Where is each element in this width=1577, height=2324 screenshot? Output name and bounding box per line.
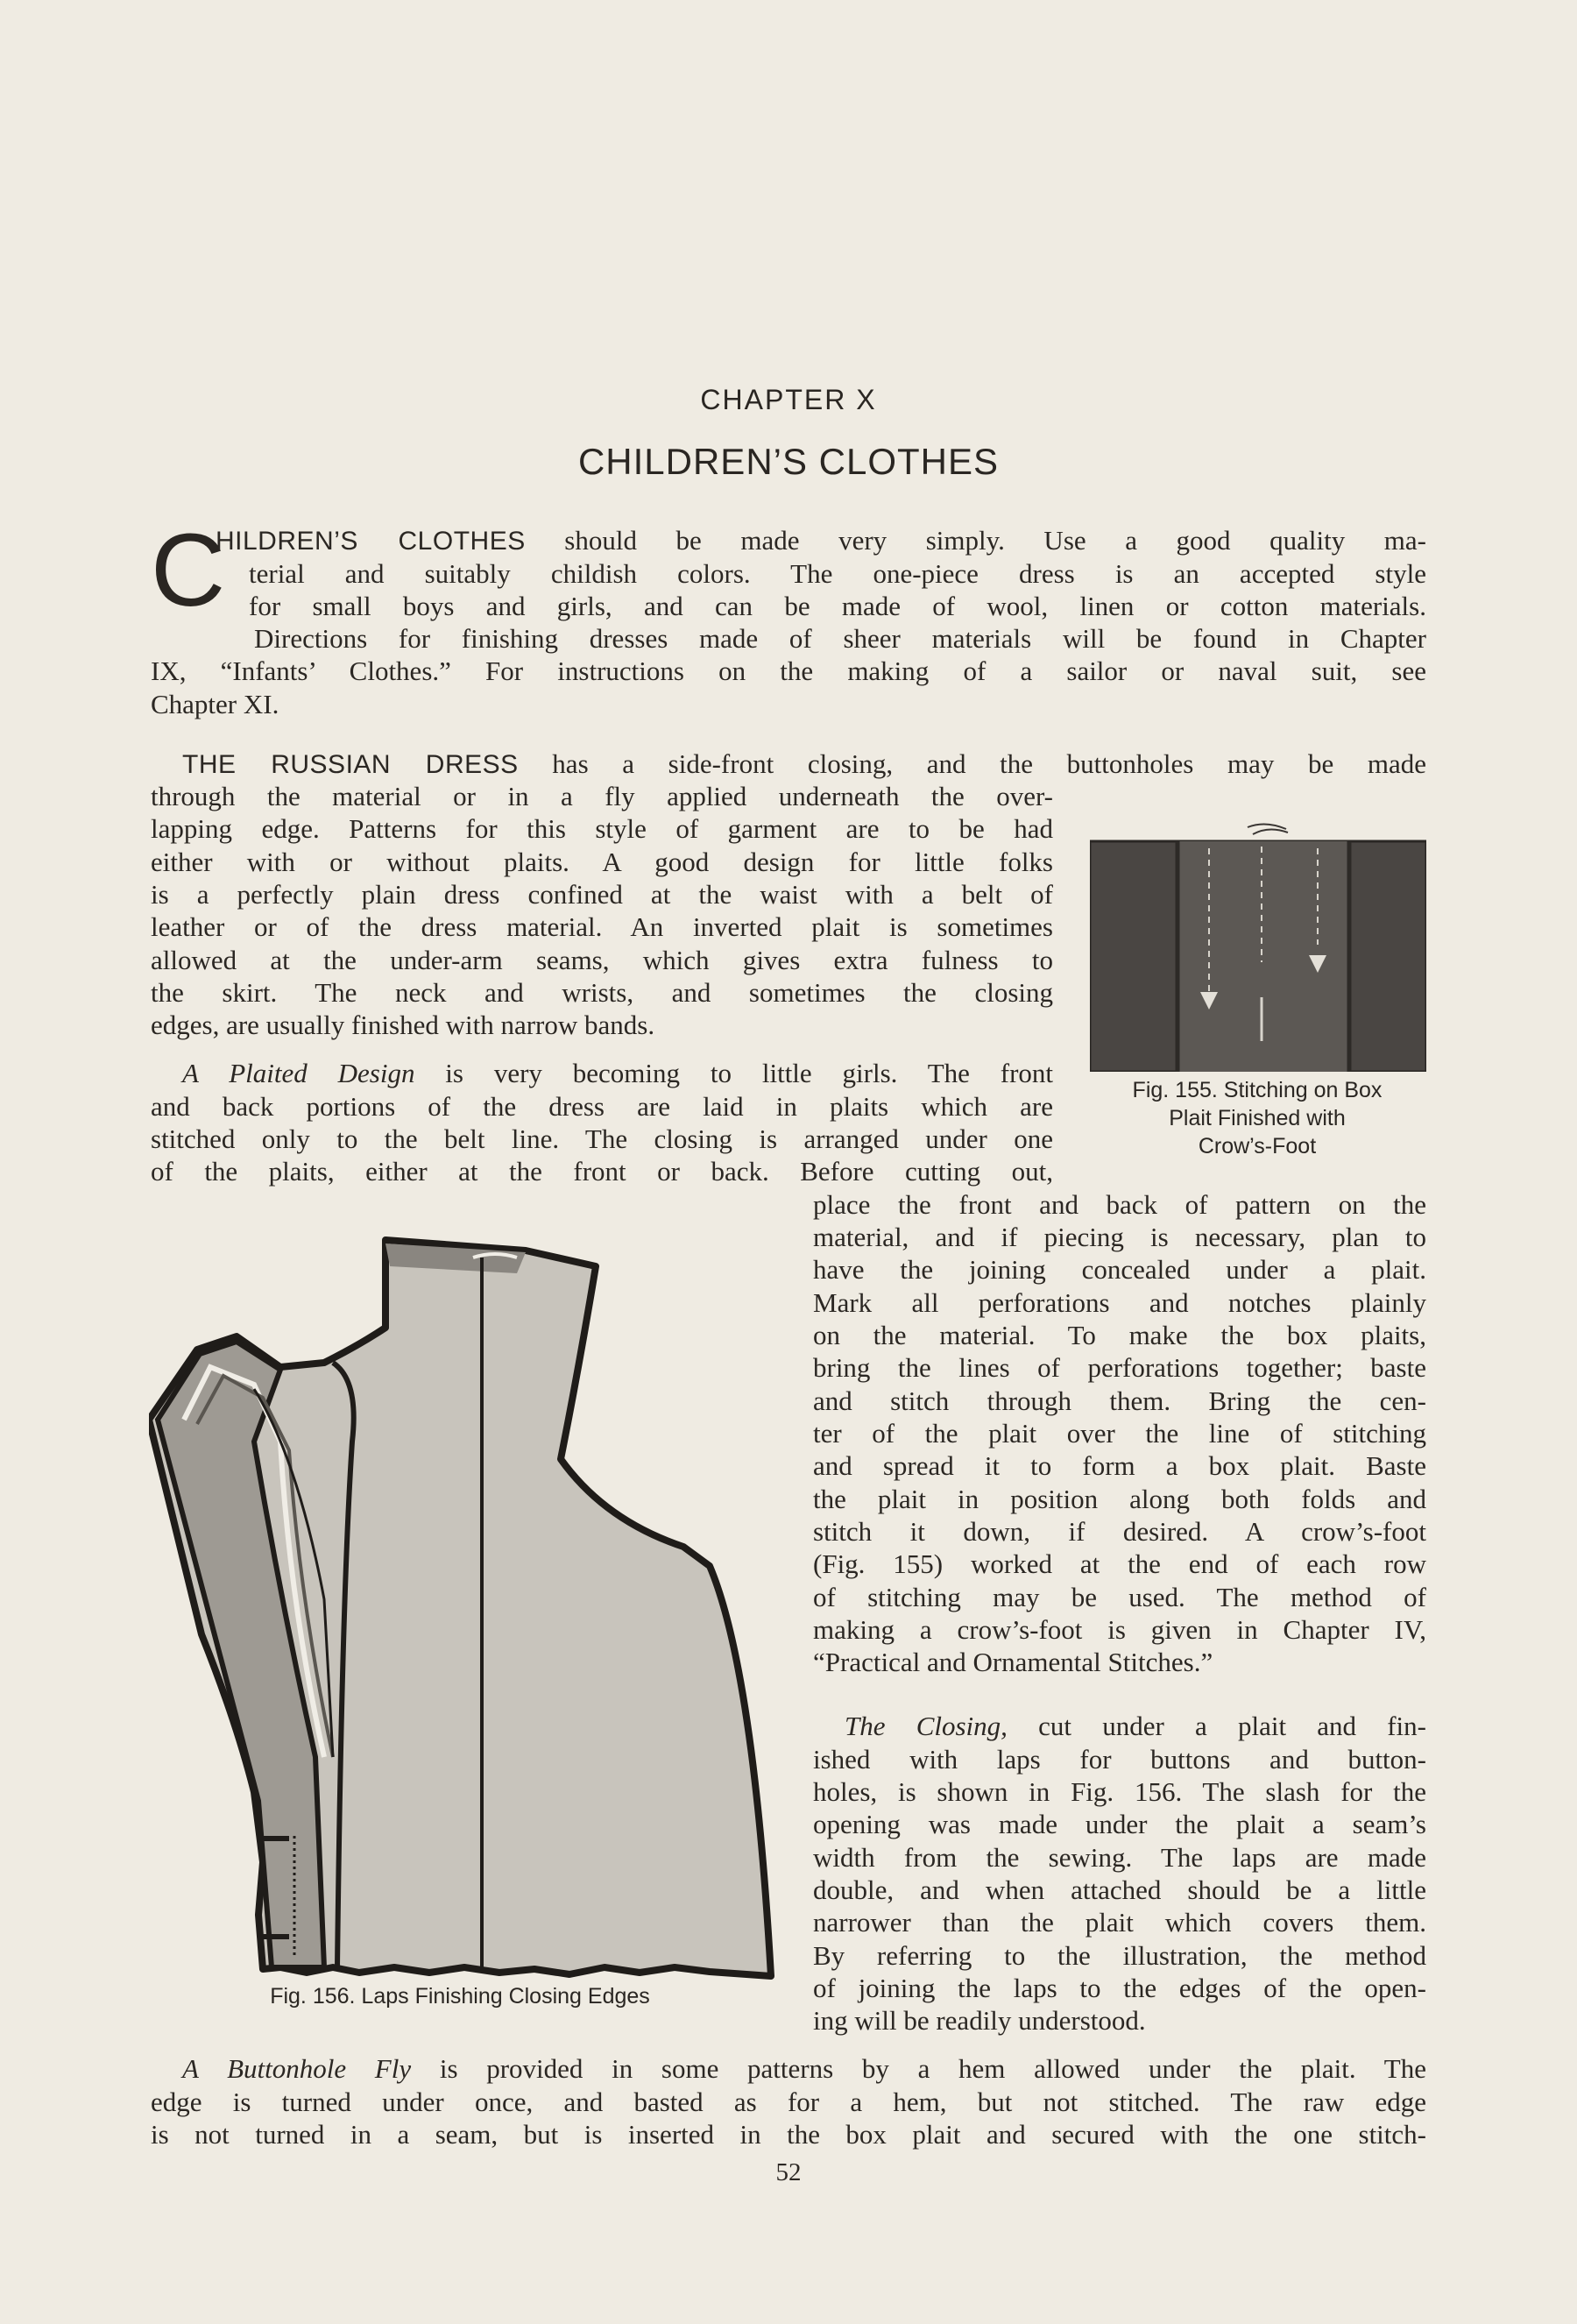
para1-line-5: IX, “Infants’ Clothes.” For instructions on the making of a sailor or naval suit, see [151,655,1426,686]
para2-line-4: either with or without plaits. A good design for little folks [151,847,1053,877]
para3-line-12: ter of the plait over the line of stitching [813,1418,1426,1449]
para3-line-5: place the front and back of pattern on the [813,1189,1426,1220]
para3-line-2: and back portions of the dress are laid in plaits which are [151,1091,1053,1122]
para3-line-3: stitched only to the belt line. The closing is arranged under one [151,1123,1053,1154]
para2-line-8: the skirt. The neck and wrists, and sometimes the closing [151,977,1053,1008]
para3-line-16: (Fig. 155) worked at the end of each row [813,1548,1426,1579]
fig155-caption-line-1: Fig. 155. Stitching on Box [1132,1078,1383,1102]
para3-line-8: Mark all perforations and notches plainly [813,1287,1426,1318]
para4-line-5: width from the sewing. The laps are made [813,1842,1426,1873]
para1-line-6: Chapter XI. [151,689,279,719]
chapter-title: CHILDREN’S CLOTHES [577,441,1000,482]
para2-line-6: leather or of the dress material. An inverted plait is sometimes [151,911,1053,942]
para3-line-19: “Practical and Ornamental Stitches.” [813,1647,1213,1677]
para4-line-8: By referring to the illustration, the method [813,1940,1426,1971]
para4-line-2: ished with laps for buttons and button- [813,1744,1426,1775]
para3-line-11: and stitch through them. Bring the cen- [813,1385,1426,1416]
page-number: 52 [775,2158,802,2186]
para4-line-4: opening was made under the plait a seam’s [813,1809,1426,1839]
para1-line-4: Directions for finishing dresses made of sheer materials will be found in Chapter [254,623,1426,654]
para3-line-1: A Plaited Design is very becoming to little girls. The front [182,1058,1053,1088]
para4-line-10: ing will be readily understood. [813,2005,1146,2036]
fig155-caption [1086,1076,1428,1160]
fig155-caption-line-3: Crow’s-Foot [1198,1134,1317,1158]
para3-line-6: material, and if piecing is necessary, plan to [813,1222,1426,1252]
para3-line-9: on the material. To make the box plaits, [813,1320,1426,1350]
para3-line-15: stitch it down, if desired. A crow’s-foot [813,1516,1426,1547]
figure-155 [1090,822,1426,1072]
para1-line-2: terial and suitably childish colors. The one-piece dress is an accepted style [249,558,1426,589]
para3-line-18: making a crow’s-foot is given in Chapter IV, [813,1614,1426,1645]
para2-line-1: THE RUSSIAN DRESS has a side-front closing, and the buttonholes may be made [182,748,1426,779]
chapter-number: CHAPTER X [700,384,877,415]
para1-line-3: for small boys and girls, and can be made of wool, linen or cotton materials. [249,591,1426,621]
para3-line-4: of the plaits, either at the front or back. Before cutting out, [151,1156,1053,1187]
para4-line-3: holes, is shown in Fig. 156. The slash for the [813,1776,1426,1807]
figure-156 [149,1231,780,1985]
para5-line-2: edge is turned under once, and basted as for a hem, but not stitched. The raw edge [151,2087,1426,2117]
para4-line-6: double, and when attached should be a little [813,1874,1426,1905]
para2-line-2: through the material or in a fly applied underneath the over- [151,781,1053,811]
para5-line-1: A Buttonhole Fly is provided in some patterns by a hem allowed under the plait. The [182,2053,1426,2084]
para5-line-3: is not turned in a seam, but is inserted in the box plait and secured with the one stitch- [151,2119,1426,2150]
para4-line-1: The Closing, cut under a plait and fin- [845,1711,1426,1741]
fig155-photo [1090,822,1426,1072]
fig155-caption-line-2: Plait Finished with [1169,1106,1346,1130]
para2-line-5: is a perfectly plain dress confined at the waist with a belt of [151,879,1053,910]
fig156-caption: Fig. 156. Laps Finishing Closing Edges [270,1984,650,2009]
para3-line-14: the plait in position along both folds and [813,1484,1426,1514]
para3-line-13: and spread it to form a box plait. Baste [813,1450,1426,1481]
para2-line-7: allowed at the under-arm seams, which gives extra fulness to [151,945,1053,975]
para2-line-9: edges, are usually finished with narrow bands. [151,1010,655,1040]
drop-cap: C [151,513,226,628]
para2-line-3: lapping edge. Patterns for this style of garment are to be had [151,813,1053,844]
para1-line-1: HILDREN’S CLOTHES should be made very simply. Use a good quality ma- [216,525,1426,556]
para4-line-7: narrower than the plait which covers them. [813,1907,1426,1938]
para3-line-10: bring the lines of perforations together; baste [813,1352,1426,1383]
fig156-drawing [149,1231,780,1985]
para3-line-7: have the joining concealed under a plait. [813,1254,1426,1285]
para3-line-17: of stitching may be used. The method of [813,1582,1426,1612]
para4-line-9: of joining the laps to the edges of the open- [813,1973,1426,2003]
